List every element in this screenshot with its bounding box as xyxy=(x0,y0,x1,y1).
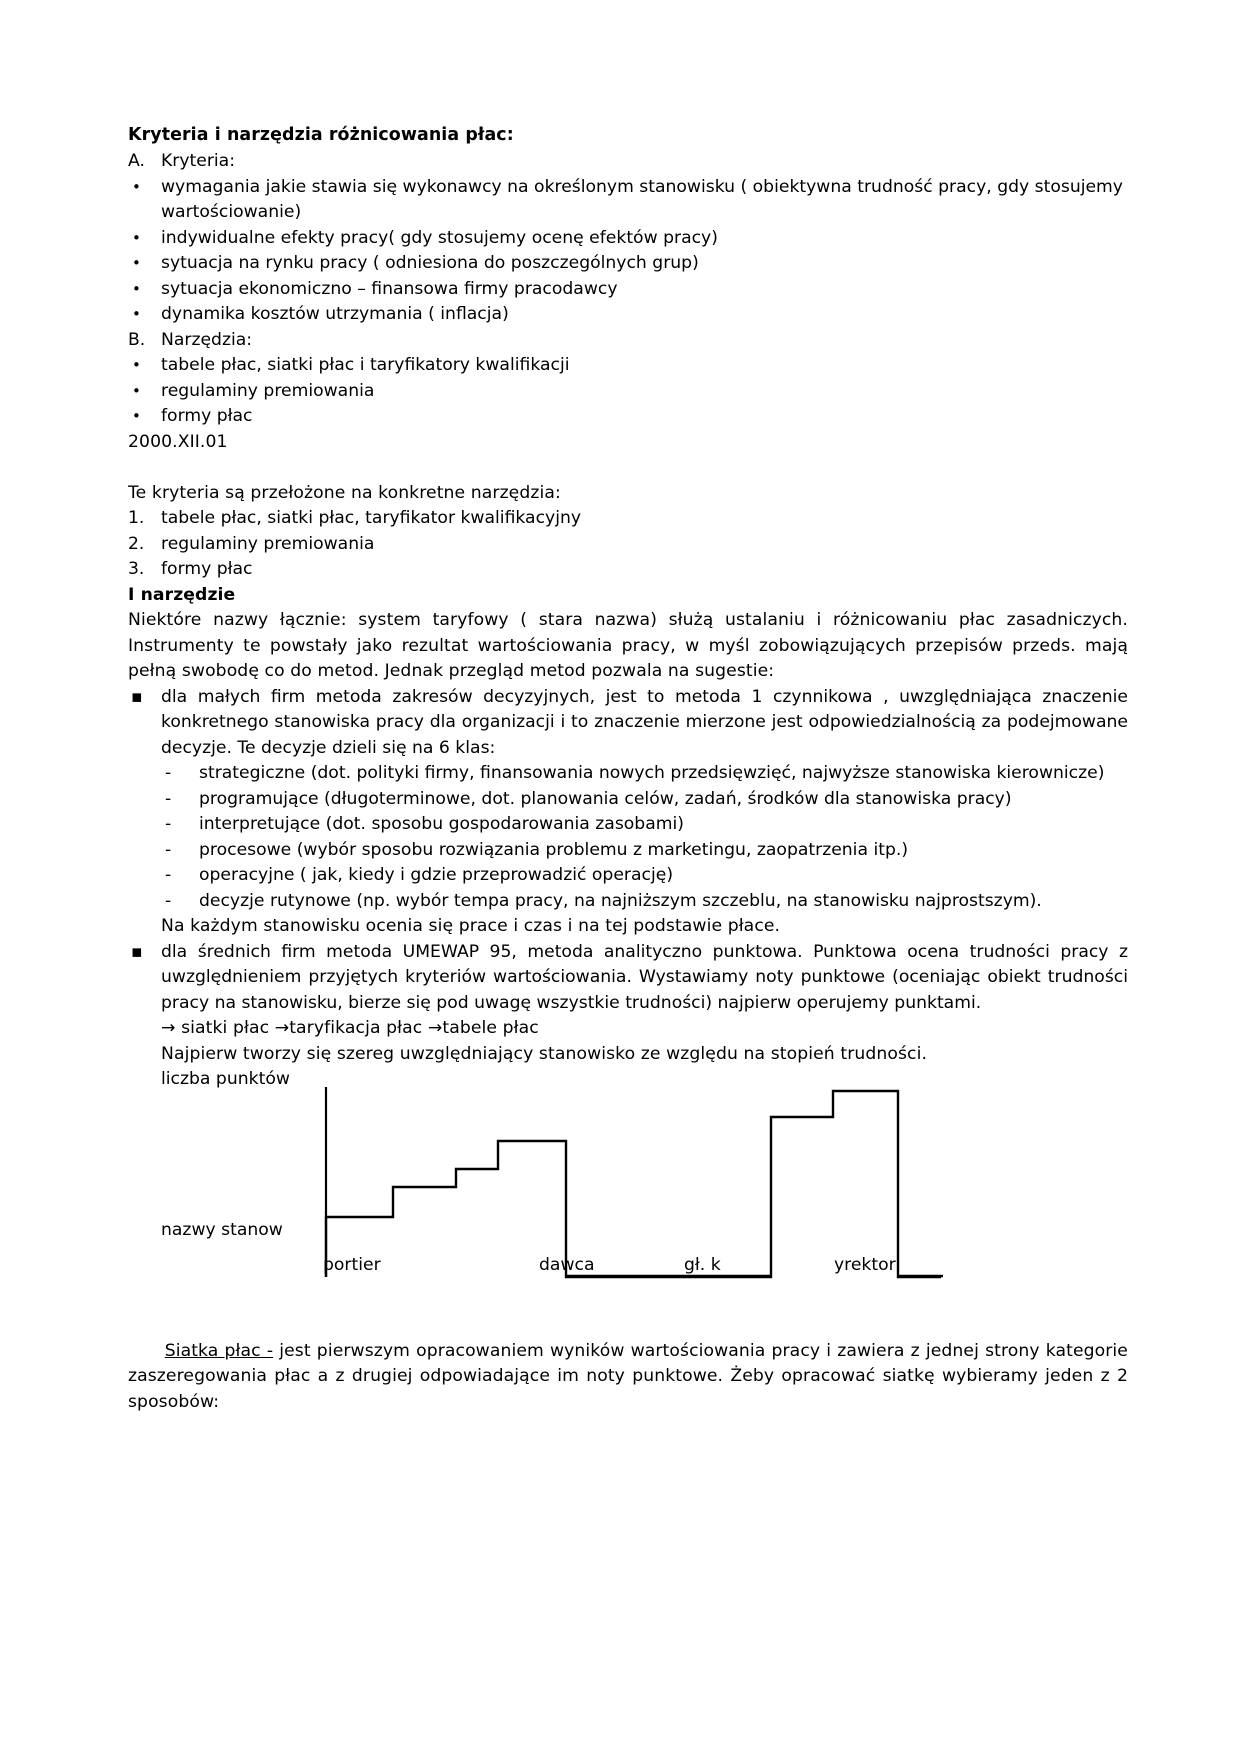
tool-paragraph: Niektóre nazwy łącznie: system taryfowy ( stara nazwa) służą ustalaniu i różnicowaniu płac zasadniczych. Instrumenty te powstały jako rezultat wartościowania pracy, w myśl zobowiązujących przepisów przeds. mają pełną swobodę co do metod. Jednak przegląd metod pozwala na sugestie: xyxy=(128,610,1134,681)
after-arrow-text: Najpierw tworzy się szereg uwzględniający stanowisko ze względu na stopień trudności. xyxy=(161,1043,928,1064)
dash-marker: - xyxy=(165,839,172,860)
list-item-text: programujące (długoterminowe, dot. planowania celów, zadań, środków dla stanowiska pracy) xyxy=(199,788,1012,809)
section-a-label: Kryteria: xyxy=(161,151,235,171)
bullet-icon: • xyxy=(132,381,141,400)
section-a-marker: A. xyxy=(128,151,145,171)
list-item-text: regulaminy premiowania xyxy=(161,533,375,554)
list-item xyxy=(161,787,1128,813)
section-b-marker: B. xyxy=(128,329,146,350)
list-marker: 1. xyxy=(128,508,145,528)
square-bullet-icon: ▪ xyxy=(131,941,143,962)
chart-tick-label-sprzedawca: dawca xyxy=(539,1255,595,1275)
dash-marker: - xyxy=(165,763,172,783)
list-item-text: tabele płac, siatki płac i taryfikatory kwalifikacji xyxy=(161,355,570,375)
section-b-header xyxy=(128,328,1128,354)
list-item xyxy=(128,532,1128,558)
list-item xyxy=(128,251,1128,277)
intro-line: Te kryteria są przełożone na konkretne narzędzia: xyxy=(128,482,561,503)
list-item xyxy=(128,506,1128,532)
dash-marker: - xyxy=(165,890,172,911)
list-item xyxy=(128,685,1128,762)
chart-step-outline xyxy=(326,1091,941,1277)
tool-heading: I narzędzie xyxy=(128,584,236,605)
bullet-icon: • xyxy=(132,356,141,374)
list-item xyxy=(128,404,1128,430)
list-item-text: formy płac xyxy=(161,406,253,426)
list-item-text: dynamika kosztów utrzymania ( inflacja) xyxy=(161,304,509,324)
bullet-icon: • xyxy=(132,254,141,272)
list-item-text: formy płac xyxy=(161,559,253,579)
list-item-text: regulaminy premiowania xyxy=(161,380,375,401)
chart-tick-label-dyrektor: yrektor xyxy=(834,1255,896,1275)
bullet-icon: • xyxy=(132,228,141,247)
chart-x-axis-label: nazwy stanow xyxy=(161,1220,283,1240)
arrow-flow-line: → siatki płac →taryfikacja płac →tabele płac xyxy=(161,1018,539,1038)
list-item-text: wymagania jakie stawia się wykonawcy na określonym stanowisku ( obiektywna trudność pracy, gdy stosujemy wartościowanie) xyxy=(161,176,1123,222)
list-item xyxy=(128,226,1128,252)
chart-y-axis-label: liczba punktów xyxy=(161,1069,290,1089)
list-item-text: sytuacja na rynku pracy ( odniesiona do poszczególnych grup) xyxy=(161,253,699,273)
square-bullet-icon: ▪ xyxy=(131,686,143,707)
final-paragraph-lead: Siatka płac - xyxy=(164,1340,274,1361)
final-paragraph xyxy=(128,1313,1134,1441)
page-title: Kryteria i narzędzia różnicowania płac: xyxy=(128,125,514,145)
list-item-text: strategiczne (dot. polityki firmy, finansowania nowych przedsięwzięć, najwyższe stanowiska kierownicze) xyxy=(199,763,1105,783)
small-firms-closing: Na każdym stanowisku ocenia się prace i czas i na tej podstawie płace. xyxy=(161,916,781,936)
chart-svg xyxy=(161,1069,1121,1294)
list-item xyxy=(128,277,1128,303)
list-item-text: tabele płac, siatki płac, taryfikator kwalifikacyjny xyxy=(161,508,582,528)
list-item-text: indywidualne efekty pracy( gdy stosujemy ocenę efektów pracy) xyxy=(161,227,718,248)
document-body xyxy=(128,122,1134,1441)
list-item-text: dla małych firm metoda zakresów decyzyjnych, jest to metoda 1 czynnikowa , uwzględniająca znaczenie konkretnego stanowiska pracy dla organizacji i to znaczenie mierzone jest odpowiedzialnością za podejmowane decyzje. Te decyzje dzieli się na 6 klas: xyxy=(161,686,1128,758)
list-item xyxy=(128,557,1128,583)
dash-marker: - xyxy=(165,788,172,809)
final-paragraph-rest: jest pierwszym opracowaniem wyników wartościowania pracy i zawiera z jednej strony kategorie zaszeregowania płac a z drugiej odpowiadające im noty punktowe. Żeby opracować siatkę wybieramy jeden z 2 sposobów: xyxy=(128,1340,1134,1412)
list-item xyxy=(161,838,1128,864)
list-item-text: operacyjne ( jak, kiedy i gdzie przeprowadzić operację) xyxy=(199,865,674,885)
spacer xyxy=(128,455,1128,481)
section-a-header xyxy=(128,149,1128,175)
list-item-text: dla średnich firm metoda UMEWAP 95, metoda analityczno punktowa. Punktowa ocena trudności pracy z uwzględnieniem przyjętych kryteriów wartościowania. Wystawiamy noty punktowe (oceniając obiekt trudności pracy na stanowisku, bierze się pod uwagę wszystkie trudności) najpierw operujemy punktami. xyxy=(161,941,1128,1013)
list-item xyxy=(128,353,1128,379)
date-line: 2000.XII.01 xyxy=(128,431,228,452)
list-item xyxy=(128,940,1128,1017)
list-item-text: decyzje rutynowe (np. wybór tempa pracy, na najniższym szczeblu, na stanowisku najprostszym). xyxy=(199,890,1042,911)
list-item xyxy=(128,302,1128,328)
chart-tick-label-glowny-ksiegowy: gł. k xyxy=(684,1255,721,1275)
chart-bars xyxy=(326,1091,941,1277)
list-item xyxy=(161,863,1128,889)
list-item xyxy=(128,379,1128,405)
bullet-icon: • xyxy=(132,279,141,298)
dash-marker: - xyxy=(165,865,172,885)
bullet-icon: • xyxy=(132,407,141,425)
list-item xyxy=(128,175,1128,226)
list-marker: 2. xyxy=(128,533,145,554)
list-item xyxy=(161,812,1128,838)
list-item-text: interpretujące (dot. sposobu gospodarowania zasobami) xyxy=(199,814,684,834)
bullet-icon: • xyxy=(132,305,141,323)
list-item-text: procesowe (wybór sposobu rozwiązania problemu z marketingu, zaopatrzenia itp.) xyxy=(199,839,909,860)
section-b-label: Narzędzia: xyxy=(161,329,253,350)
points-step-chart xyxy=(161,1069,1128,1299)
list-marker: 3. xyxy=(128,559,145,579)
list-item-text: sytuacja ekonomiczno – finansowa firmy pracodawcy xyxy=(161,278,618,299)
chart-tick-label-portier: portier xyxy=(323,1255,381,1275)
list-item xyxy=(161,889,1128,915)
list-item xyxy=(161,761,1128,787)
dash-marker: - xyxy=(165,814,172,834)
bullet-icon: • xyxy=(132,177,141,196)
